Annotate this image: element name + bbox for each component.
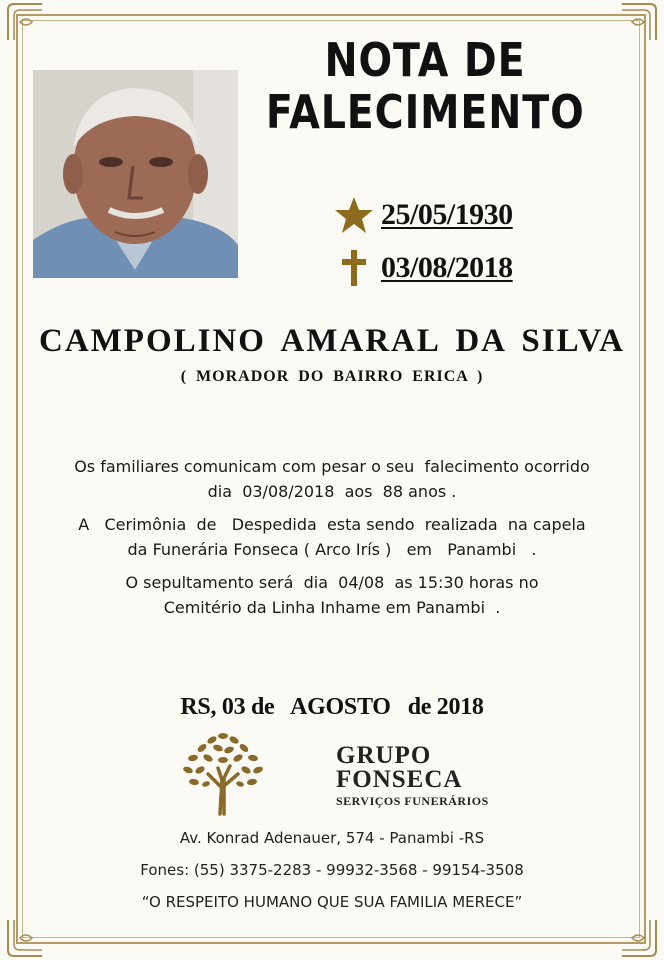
corner-ornament-icon (2, 916, 46, 960)
title-line-1: NOTA DE (324, 33, 526, 87)
paragraph-line: da Funerária Fonseca ( Arco Irís ) em Panambi . (127, 540, 537, 559)
paragraph-line: O sepultamento será dia 04/08 as 15:30 horas no (125, 573, 539, 592)
cross-icon (333, 248, 375, 288)
ceremony-paragraph (30, 512, 634, 562)
birth-date: 25/05/1930 (381, 198, 513, 231)
corner-ornament-icon (2, 0, 46, 44)
tree-icon (178, 728, 268, 816)
corner-ornament-icon (618, 0, 662, 44)
company-address: Av. Konrad Adenauer, 574 - Panambi -RS (179, 829, 485, 847)
company-slogan: “O RESPEITO HUMANO QUE SUA FAMILIA MERECE” (141, 893, 523, 911)
deceased-photo (33, 70, 238, 278)
burial-paragraph (30, 570, 634, 620)
paragraph-line: Os familiares comunicam com pesar o seu falecimento ocorrido (74, 457, 590, 476)
page-title (266, 34, 584, 138)
title-line-2: FALECIMENTO (265, 85, 585, 139)
deceased-subtitle: ( MORADOR DO BAIRRO ERICA ) (180, 368, 484, 385)
corner-ornament-icon (618, 916, 662, 960)
company-logo-text (336, 744, 489, 810)
company-name-line-1: GRUPO (336, 742, 432, 769)
dateline: RS, 03 de AGOSTO de 2018 (180, 694, 484, 720)
company-name-line-2: FONSECA (336, 766, 463, 793)
company-phones: Fones: (55) 3375-2283 - 99932-3568 - 99154-3508 (140, 861, 524, 879)
deceased-name: CAMPOLINO AMARAL DA SILVA (38, 323, 625, 359)
paragraph-line: A Cerimônia de Despedida esta sendo realizada na capela (78, 515, 586, 534)
death-date-row (333, 248, 513, 288)
paragraph-line: Cemitério da Linha Inhame em Panambi . (163, 598, 501, 617)
company-tagline: SERVIÇOS FUNERÁRIOS (336, 794, 489, 808)
star-icon (333, 195, 375, 235)
birth-date-row (333, 195, 513, 235)
death-date: 03/08/2018 (381, 251, 513, 284)
announcement-paragraph (30, 454, 634, 504)
paragraph-line: dia 03/08/2018 aos 88 anos . (207, 482, 457, 501)
